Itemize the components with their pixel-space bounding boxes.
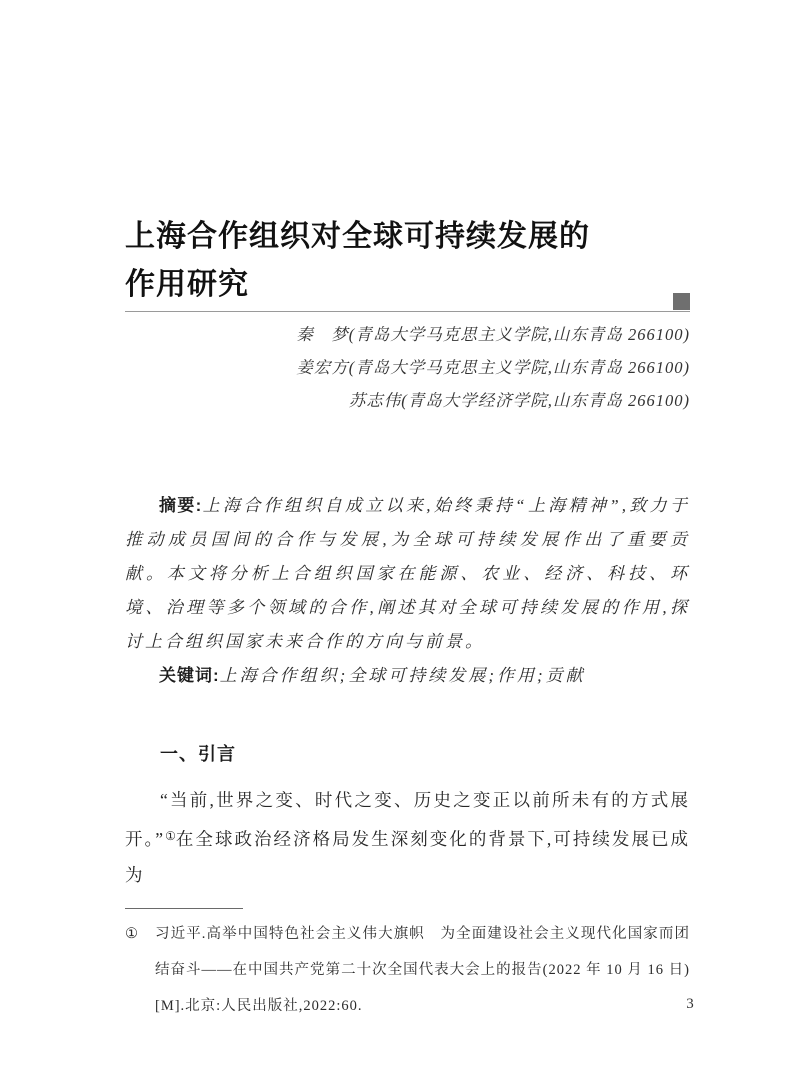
footnote-text: 习近平.高举中国特色社会主义伟大旗帜 为全面建设社会主义现代化国家而团结奋斗——在中国共产党第二十次全国代表大会上的报告(2022 年 10 月 16 日)[M].北京:人民出版社,2022:60. (155, 926, 690, 1014)
article-content (125, 0, 690, 1024)
abstract-label: 摘要: (159, 496, 203, 515)
keywords-text: 上海合作组织;全球可持续发展;作用;贡献 (219, 666, 586, 685)
footnote-marker: ① (125, 926, 139, 942)
body-rest-text: 在全球政治经济格局发生深刻变化的背景下,可持续发展已成为 (125, 829, 690, 885)
footnote (125, 916, 690, 1024)
body-quote-text: “当前,世界之变、时代之变、历史之变正以前所未有的方式展开。” (125, 790, 690, 849)
abstract-paragraph (125, 489, 690, 659)
footnote-separator (125, 908, 243, 909)
page-number: 3 (686, 996, 694, 1012)
article-title-line2: 作用研究 (125, 268, 249, 301)
abstract-body-text: 上海合作组织自成立以来,始终秉持“上海精神”,致力于推动成员国间的合作与发展,为全球可持续发展作出了重要贡献。本文将分析上合组织国家在能源、农业、经济、科技、环境、治理等多个领域的合作,阐述其对全球可持续发展的作用,探讨上合组织国家未来合作的方向与前景。 (125, 496, 690, 651)
section-heading-introduction: 一、引言 (160, 744, 236, 764)
abstract-section (125, 489, 690, 693)
keywords-label: 关键词: (159, 666, 220, 685)
article-title (125, 213, 690, 309)
author-line: 秦 梦(青岛大学马克思主义学院,山东青岛 266100) (296, 325, 690, 344)
article-title-block (125, 213, 690, 312)
author-line: 苏志伟(青岛大学经济学院,山东青岛 266100) (348, 391, 690, 410)
body-paragraph (125, 782, 690, 893)
title-accent-square (673, 293, 690, 310)
footnote-ref-marker: ① (165, 829, 176, 843)
author-list (125, 318, 690, 417)
article-title-line1: 上海合作组织对全球可持续发展的 (125, 220, 590, 253)
keywords-line (125, 659, 690, 693)
author-line: 姜宏方(青岛大学马克思主义学院,山东青岛 266100) (296, 358, 690, 377)
